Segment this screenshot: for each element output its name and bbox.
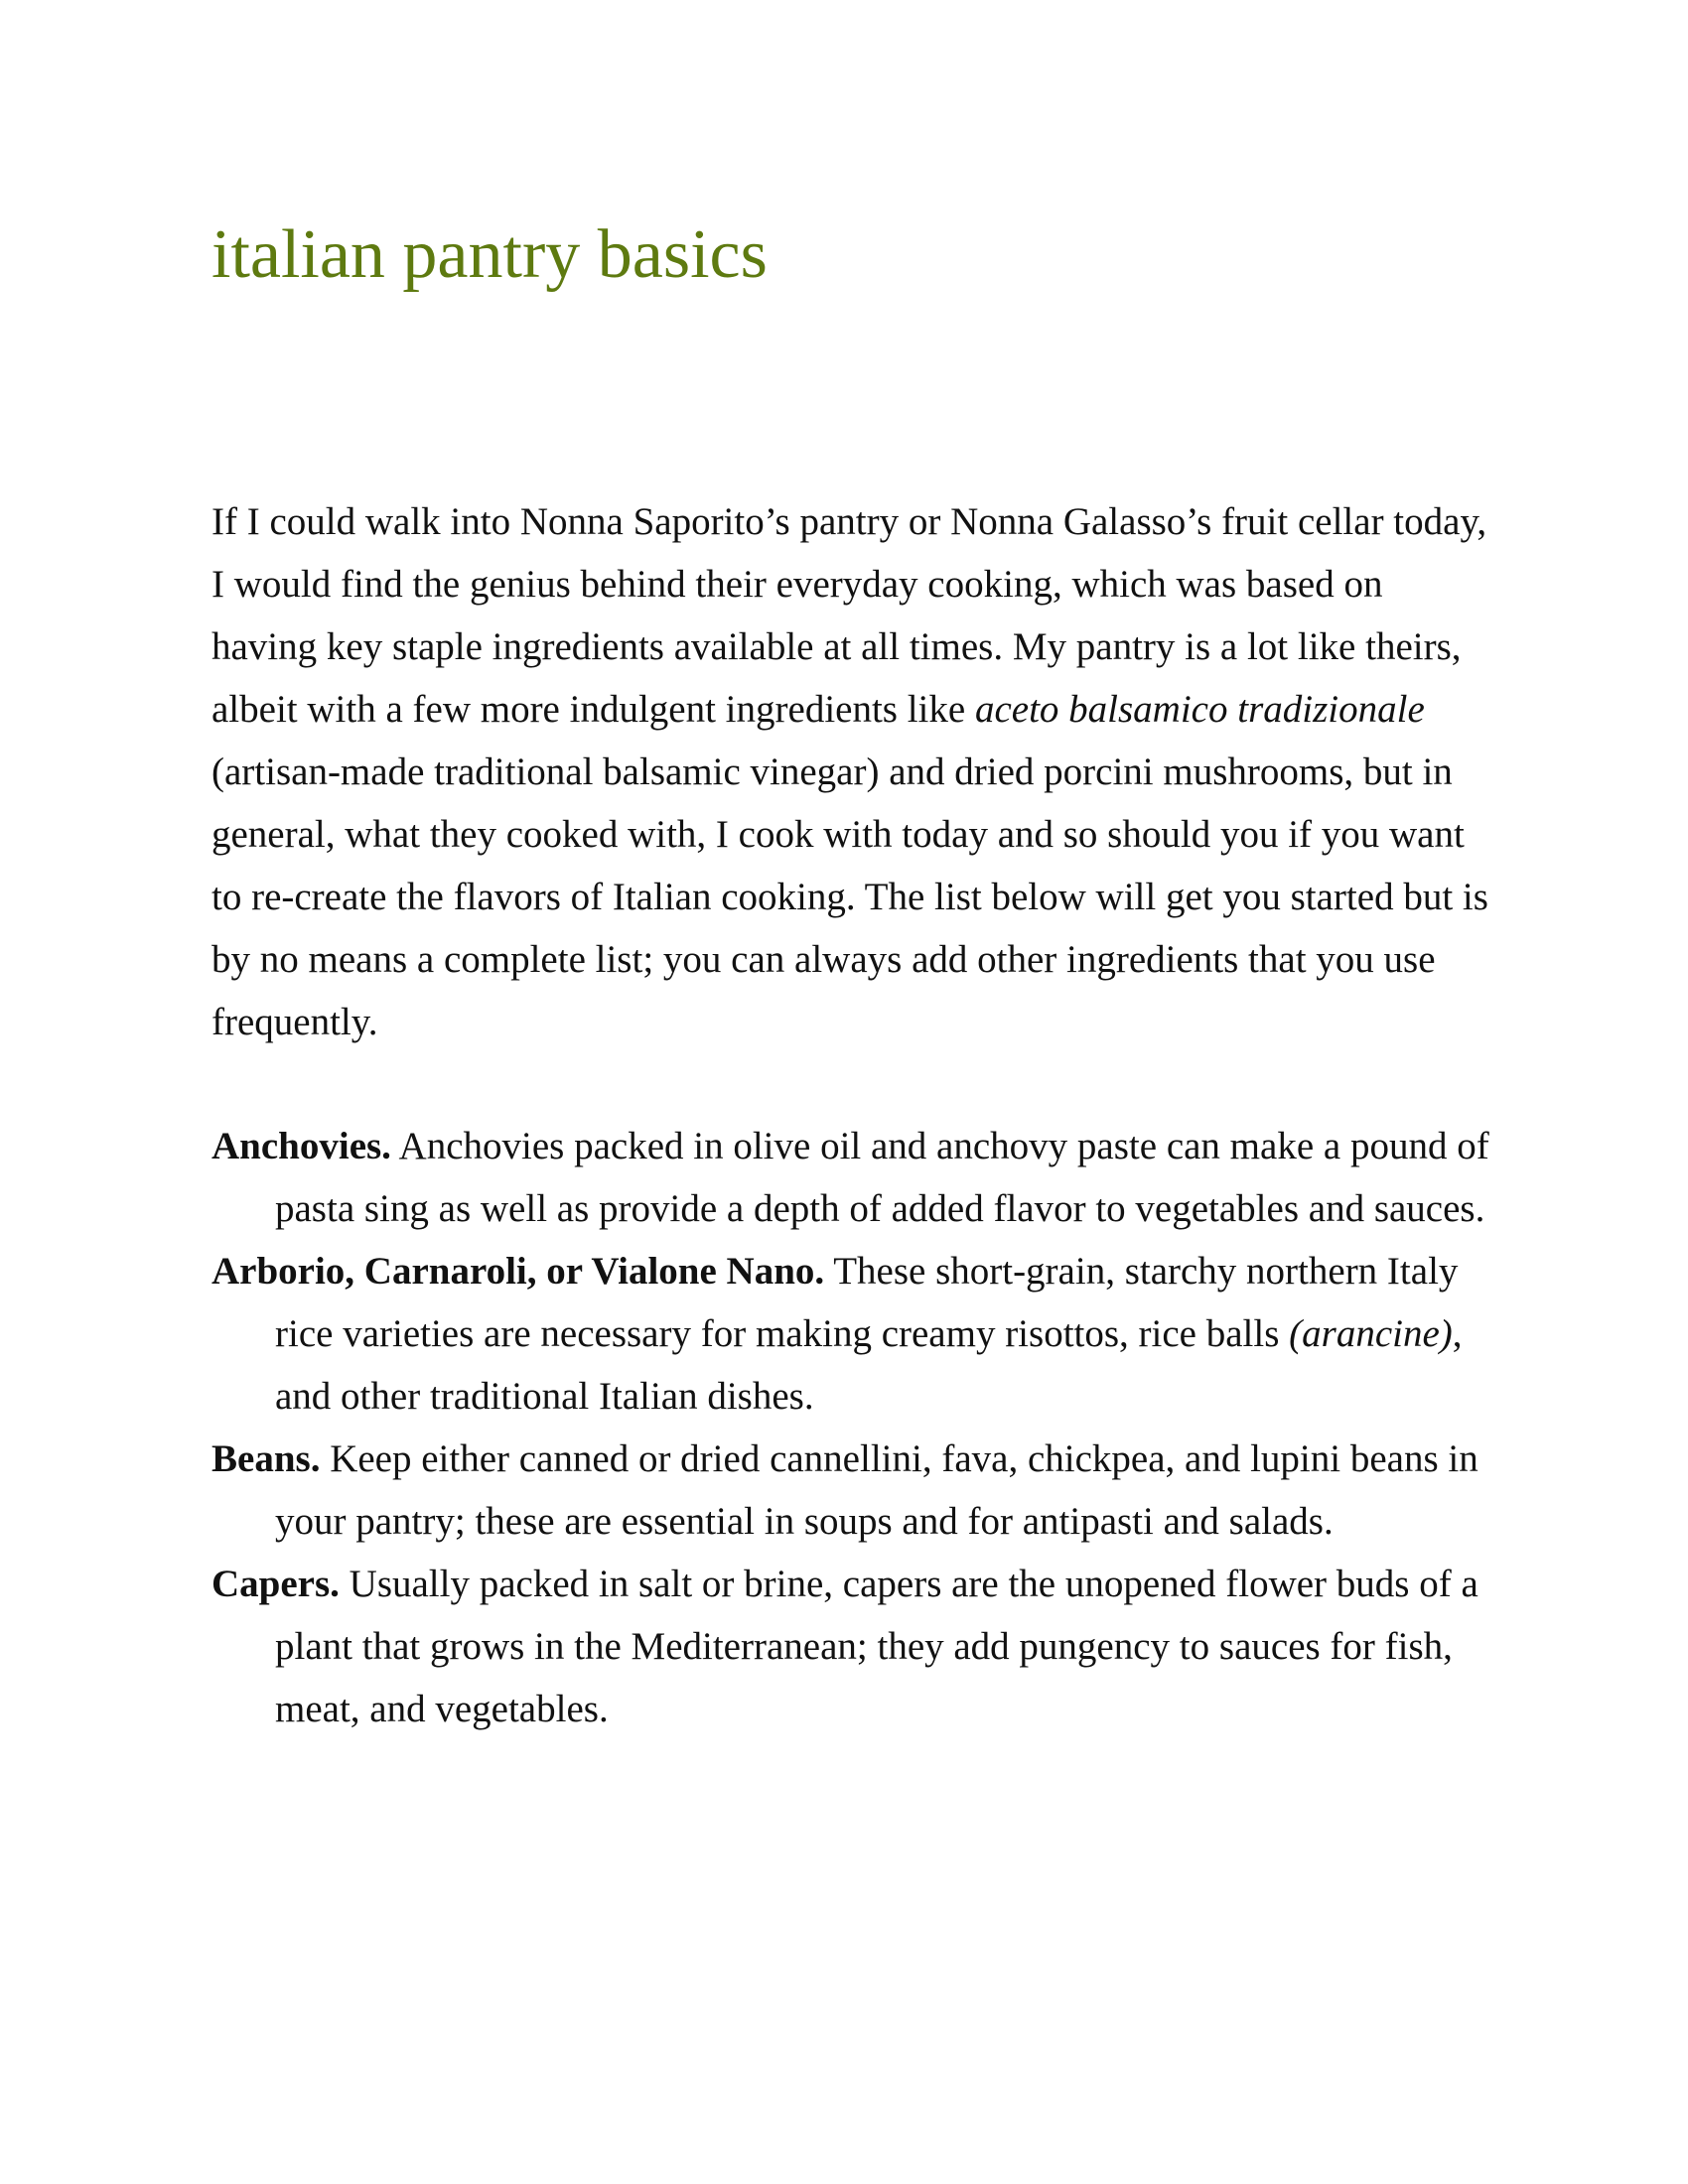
entry-text: Usually packed in salt or brine, capers are the unopened flower buds of a plant that grows in the Mediterranean; they add pungency to sauces for fish, meat, and vegetables. (275, 1563, 1478, 1730)
entry-beans (211, 1428, 1492, 1553)
intro-text-part1: If I could walk into Nonna Saporito’s pantry or Nonna Galasso’s fruit cellar today, I would find the genius behind their everyday cooking, which was based on having key staple ingredients available at all times. My pantry is a lot like theirs, albeit with a few more indulgent ingredients like (211, 500, 1487, 731)
entry-anchovies (211, 1115, 1492, 1240)
entry-term: Beans. (211, 1437, 321, 1480)
entry-term: Arborio, Carnaroli, or Vialone Nano. (211, 1250, 825, 1293)
page-title: italian pantry basics (211, 216, 768, 293)
entry-text: Anchovies packed in olive oil and anchovy paste can make a pound of pasta sing as well as provide a depth of added flavor to vegetables and sauces. (275, 1125, 1489, 1230)
entry-term: Capers. (211, 1563, 340, 1605)
entry-text: These short-grain, starchy northern Italy rice varieties are necessary for making creamy risottos, rice balls (275, 1250, 1459, 1355)
entry-italic-term: (arancine) (1289, 1312, 1453, 1355)
intro-italic-term: aceto balsamico tradizionale (974, 688, 1425, 731)
pantry-list (211, 1115, 1492, 1740)
intro-paragraph (211, 490, 1492, 1053)
entry-capers (211, 1553, 1492, 1740)
entry-rice-varieties (211, 1240, 1492, 1428)
entry-term: Anchovies. (211, 1125, 391, 1167)
entry-text: Keep either canned or dried cannellini, fava, chickpea, and lupini beans in your pantry; these are essential in soups and for antipasti and salads. (275, 1437, 1478, 1543)
entry-text-end: , and other traditional Italian dishes. (275, 1312, 1463, 1418)
intro-text-part2: (artisan-made traditional balsamic vinegar) and dried porcini mushrooms, but in general, what they cooked with, I cook with today and so should you if you want to re-create the flavors of Italian cooking. The list below will get you started but is by no means a complete list; you can always add other ingredients that you use frequently. (211, 751, 1488, 1043)
document-page (211, 0, 1492, 2184)
